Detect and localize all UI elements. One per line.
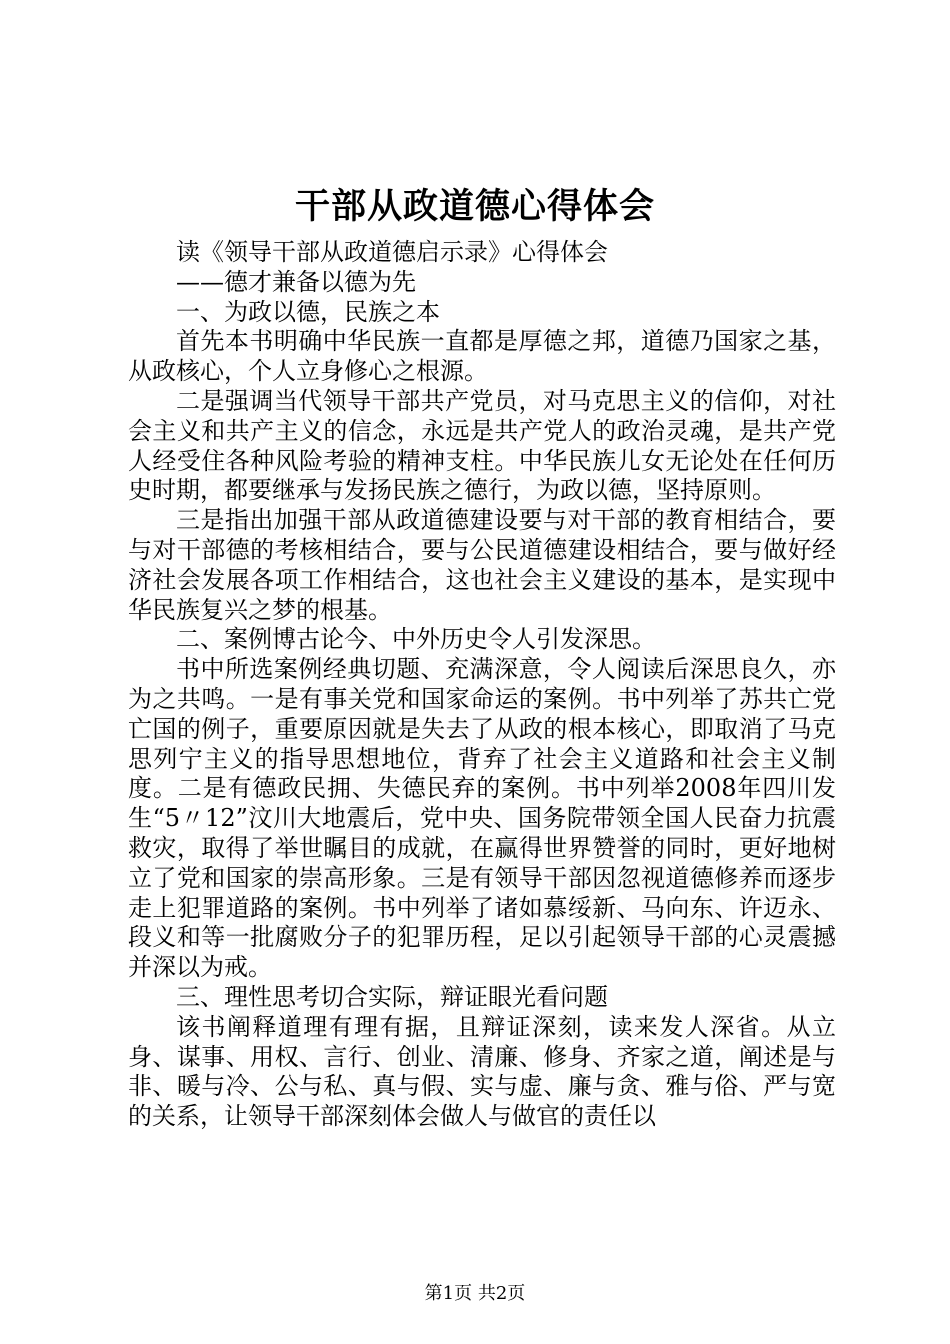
section-heading-1: 一、为政以德，民族之本: [176, 297, 440, 326]
paragraph: 二是强调当代领导干部共产党员，对马克思主义的信仰，对社会主义和共产主义的信念，永远是共产党人的政治灵魂，是共产党人经受住各种风险考验的精神支柱。中华民族儿女无论处在任何历史时期，都要继承与发扬民族之德行，为政以德，坚持原则。: [128, 386, 836, 505]
page-number-footer: 第1页 共2页: [424, 1283, 526, 1304]
document-body: [128, 238, 836, 1132]
paragraph: 书中所选案例经典切题、充满深意，令人阅读后深思良久，亦为之共鸣。一是有事关党和国家命运的案例。书中列举了苏共亡党亡国的例子，重要原因就是失去了从政的根本核心，即取消了马克思列宁主义的指导思想地位，背弃了社会主义道路和社会主义制度。二是有德政民拥、失德民弃的案例。书中列举2008年四川发生“5〃12”汶川大地震后，党中央、国务院带领全国人民奋力抗震救灾，取得了举世瞩目的成就，在赢得世界赞誉的同时，更好地树立了党和国家的崇高形象。三是有领导干部因忽视道德修养而逐步走上犯罪道路的案例。书中列举了诸如慕绥新、马向东、许迈永、段义和等一批腐败分子的犯罪历程，足以引起领导干部的心灵震撼并深以为戒。: [128, 655, 836, 982]
paragraph: 该书阐释道理有理有据，且辩证深刻，读来发人深省。从立身、谋事、用权、言行、创业、清廉、修身、齐家之道，阐述是与非、暖与冷、公与私、真与假、实与虚、廉与贪、雅与俗、严与宽的关系，让领导干部深刻体会做人与做官的责任以: [128, 1012, 836, 1131]
subtitle-line: 读《领导干部从政道德启示录》心得体会: [176, 238, 608, 266]
document-title: 干部从政道德心得体会: [294, 186, 655, 227]
subtitle-tagline: ——德才兼备以德为先: [176, 267, 416, 296]
paragraph: 三是指出加强干部从政道德建设要与对干部的教育相结合，要与对干部德的考核相结合，要与公民道德建设相结合，要与做好经济社会发展各项工作相结合，这也社会主义建设的基本，是实现中华民族复兴之梦的根基。: [128, 506, 836, 624]
paragraph: 首先本书明确中华民族一直都是厚德之邦，道德乃国家之基，从政核心，个人立身修心之根源。: [128, 327, 836, 386]
section-heading-2: 二、案例博古论今、中外历史令人引发深思。: [176, 625, 656, 654]
section-heading-3: 三、理性思考切合实际，辩证眼光看问题: [176, 982, 608, 1011]
